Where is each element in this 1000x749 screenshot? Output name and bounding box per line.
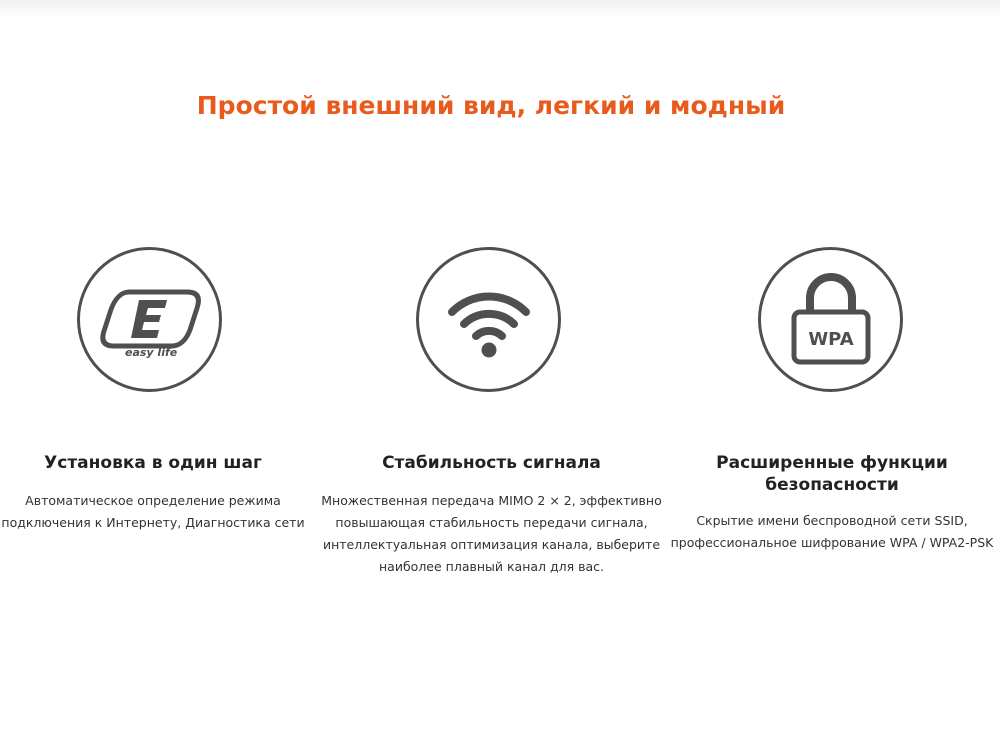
- feature-title: Установка в один шаг: [44, 453, 262, 473]
- page-heading: Простой внешний вид, легкий и модный: [196, 91, 786, 120]
- feature-description: Автоматическое определение режима подключения к Интернету, Диагностика сети: [1, 493, 305, 530]
- wpa-lock-icon: [758, 247, 903, 392]
- easy-life-logo-icon: [77, 247, 222, 392]
- easy-life-logo-text: easy life: [124, 345, 177, 359]
- feature-description: Скрытие имени беспроводной сети SSID, профессиональное шифрование WPA / WPA2-PSK: [670, 513, 994, 550]
- feature-signal-stability: [320, 0, 663, 749]
- feature-title: Стабильность сигнала: [382, 453, 601, 473]
- feature-one-step-setup: [0, 0, 306, 749]
- feature-title: Расширенные функции безопасности: [716, 453, 948, 495]
- wifi-icon: [416, 247, 561, 392]
- feature-description: Множественная передача MIMO 2 × 2, эффективно повышающая стабильность передачи сигнала, интеллектуальная оптимизация канала, выберите наиболее плавный канал для вас.: [321, 493, 662, 574]
- feature-security: [664, 0, 1000, 749]
- wpa-lock-text: WPA: [807, 328, 854, 350]
